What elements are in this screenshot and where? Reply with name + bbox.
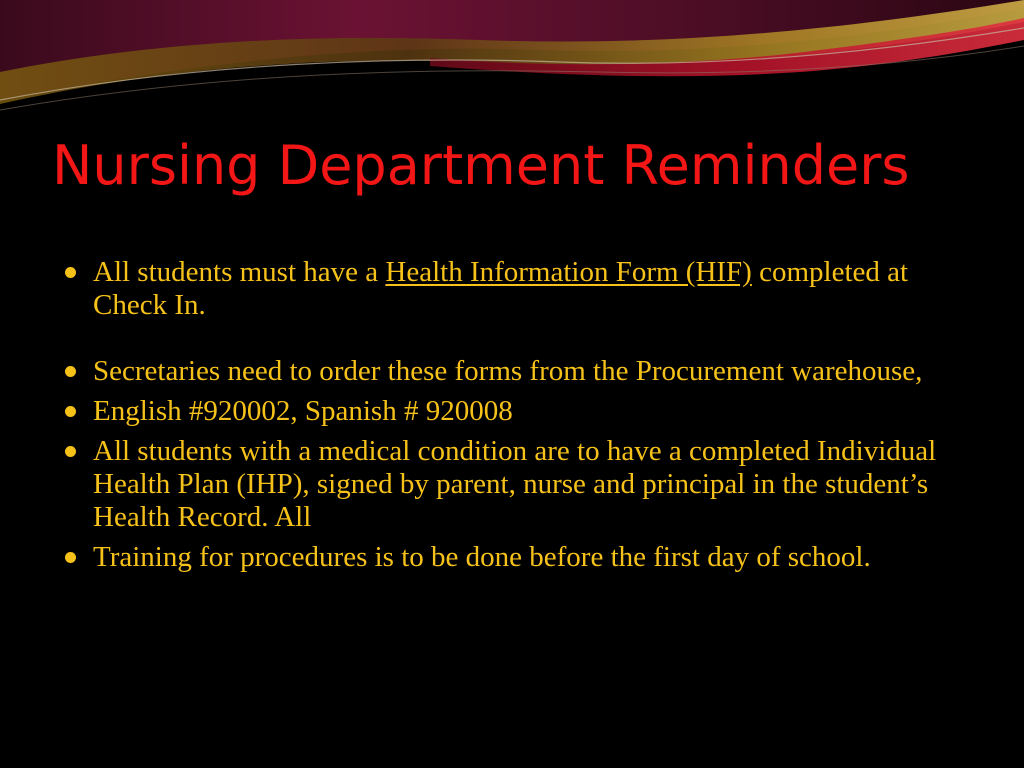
bullet-text: Secretaries need to order these forms from the Procurement warehouse,	[93, 355, 923, 387]
bullet-dot-icon	[65, 267, 76, 278]
bullet-text: English #920002, Spanish # 920008	[93, 395, 513, 427]
bullet-dot-icon	[65, 446, 76, 457]
bullet-text: All students must have a	[93, 256, 386, 288]
hif-form-link[interactable]: Health Information Form (HIF)	[385, 256, 752, 288]
slide-title: Nursing Department Reminders	[52, 134, 910, 197]
bullet-item-training	[62, 541, 962, 574]
bullet-list	[62, 256, 962, 581]
decorative-swoosh-banner	[0, 0, 1024, 120]
bullet-text: Training for procedures is to be done before the first day of school.	[93, 541, 871, 573]
bullet-text: All students with a medical condition are to have a completed Individual Health Plan (IHP), signed by parent, nurse and principal in the student’s Health Record. All	[93, 435, 937, 533]
bullet-dot-icon	[65, 552, 76, 563]
bullet-dot-icon	[65, 406, 76, 417]
bullet-item-form-numbers	[62, 395, 962, 428]
bullet-item-hif	[62, 256, 962, 322]
bullet-item-secretaries	[62, 355, 962, 388]
bullet-text: completed at Check In.	[93, 256, 909, 321]
bullet-dot-icon	[65, 366, 76, 377]
bullet-item-ihp	[62, 435, 962, 534]
